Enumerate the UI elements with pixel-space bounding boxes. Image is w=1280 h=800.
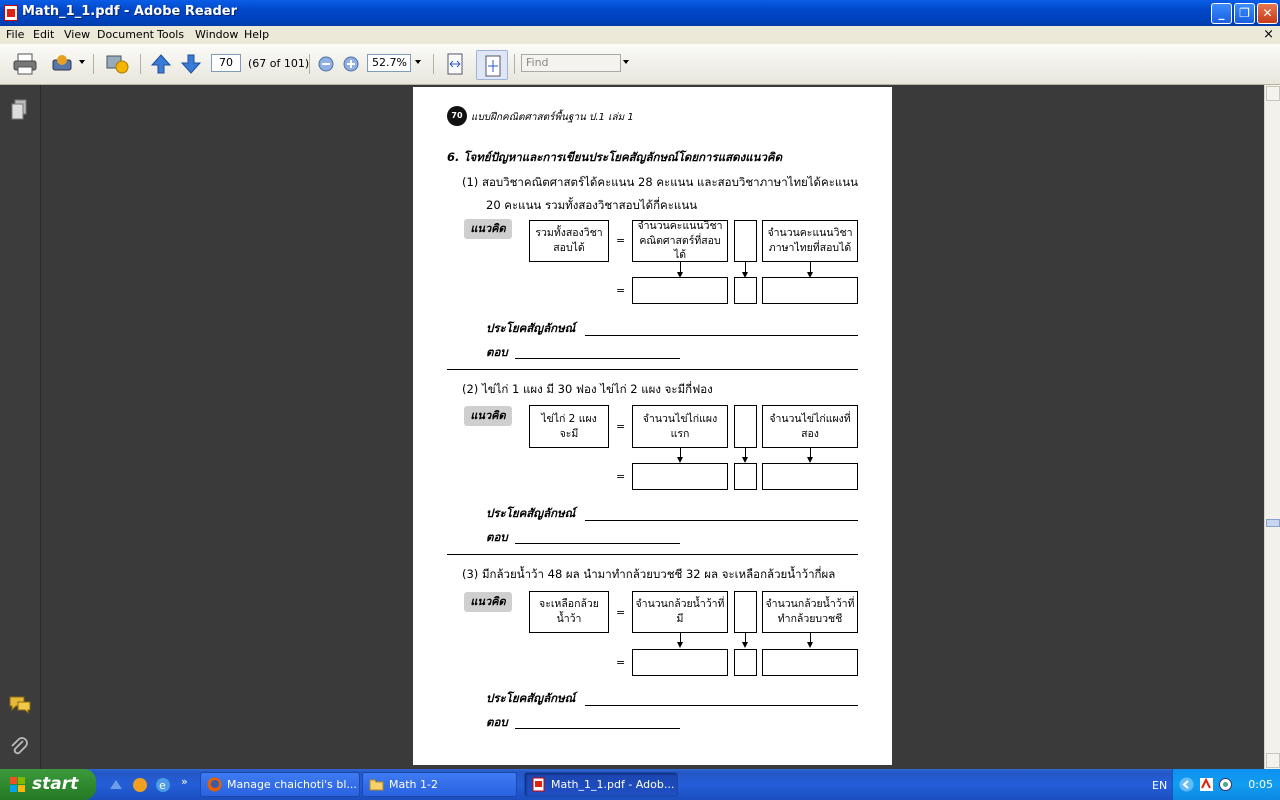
print-icon[interactable] xyxy=(12,52,38,76)
equals-sign: = xyxy=(616,420,626,433)
chevron-down-icon[interactable] xyxy=(415,60,421,64)
minimize-button[interactable]: _ xyxy=(1211,3,1232,24)
taskbar-item-adobe-reader[interactable] xyxy=(524,772,678,797)
taskbar-item-label: Math 1-2 xyxy=(389,778,438,791)
internet-explorer-icon[interactable] xyxy=(155,777,171,793)
first-value-box: จำนวนไข่ไก่แผงแรก xyxy=(632,405,728,448)
fit-width-icon[interactable] xyxy=(444,52,466,76)
start-button[interactable] xyxy=(0,769,96,800)
find-input[interactable]: Find xyxy=(521,54,621,72)
svg-text:e: e xyxy=(159,779,166,792)
adobe-reader-icon xyxy=(4,5,18,21)
toolbar-separator xyxy=(93,54,94,74)
quicklaunch-icon[interactable] xyxy=(108,777,124,793)
total-box: รวมทั้งสองวิชาสอบได้ xyxy=(529,220,609,262)
operator-box xyxy=(734,405,757,448)
system-tray xyxy=(1172,769,1280,800)
quicklaunch-more-icon[interactable]: » xyxy=(181,775,188,788)
taskbar-item-label: Math_1_1.pdf - Adob... xyxy=(551,778,675,791)
toolbar-separator xyxy=(140,54,141,74)
scroll-thumb[interactable] xyxy=(1266,519,1280,527)
section-divider xyxy=(447,369,858,370)
windows-logo-icon xyxy=(10,777,26,793)
close-button[interactable]: ✕ xyxy=(1257,3,1278,24)
next-page-icon[interactable] xyxy=(180,52,202,76)
total-box: ไข่ไก่ 2 แผง จะมี xyxy=(529,405,609,448)
equals-sign: = xyxy=(616,234,626,247)
arrow-down-icon xyxy=(745,448,746,459)
menu-document[interactable]: Document xyxy=(97,28,154,41)
arrow-down-icon xyxy=(680,262,681,274)
arrow-down-icon xyxy=(680,448,681,459)
operator-box xyxy=(734,220,757,262)
taskbar-item-folder[interactable] xyxy=(362,772,517,797)
total-box: จะเหลือกล้วยน้ำว้า xyxy=(529,591,609,633)
chevron-down-icon[interactable] xyxy=(79,60,85,64)
navigation-panel xyxy=(0,85,41,769)
menu-tools[interactable]: Tools xyxy=(157,28,185,41)
answer-line xyxy=(515,543,680,544)
question-2-line-1: (2) ไข่ไก่ 1 แผง มี 30 ฟอง ไข่ไก่ 2 แผง จะมีกี่ฟอง xyxy=(462,382,713,396)
equals-sign: = xyxy=(616,470,626,483)
approach-tag: แนวคิด xyxy=(464,406,512,426)
menu-view[interactable]: View xyxy=(64,28,91,41)
first-value-box: จำนวนกล้วยน้ำว้าที่มี xyxy=(632,591,728,633)
question-1-line-1: (1) สอบวิชาคณิตศาสตร์ได้คะแนน 28 คะแนน และสอบวิชาภาษาไทยได้คะแนน xyxy=(462,175,859,189)
scroll-down-icon[interactable] xyxy=(1266,753,1280,768)
equals-sign: = xyxy=(616,284,626,297)
fit-page-button[interactable] xyxy=(476,50,508,80)
taskbar-item-label: Manage chaichoti's bl... xyxy=(227,778,357,791)
restore-button[interactable]: ❐ xyxy=(1234,3,1255,24)
equals-sign: = xyxy=(616,606,626,619)
arrow-down-icon xyxy=(810,262,811,274)
show-hidden-icons-icon[interactable] xyxy=(1179,777,1194,792)
arrow-down-icon xyxy=(810,448,811,459)
answer-box xyxy=(632,463,728,490)
arrow-down-icon xyxy=(745,262,746,274)
quicklaunch-icon[interactable] xyxy=(132,777,148,793)
adobe-tray-icon[interactable] xyxy=(1199,777,1214,792)
question-1-line-2: 20 คะแนน รวมทั้งสองวิชาสอบได้กี่คะแนน xyxy=(486,198,698,212)
adobe-reader-icon xyxy=(531,777,546,792)
previous-page-icon[interactable] xyxy=(150,52,172,76)
firefox-icon xyxy=(207,777,222,792)
zoom-out-icon[interactable] xyxy=(317,52,335,76)
print-options-icon[interactable] xyxy=(50,52,76,76)
fit-page-icon xyxy=(482,54,504,78)
menu-window[interactable]: Window xyxy=(195,28,239,41)
page-badge: 70 xyxy=(447,106,467,126)
answer-label: ตอบ xyxy=(486,345,508,359)
approach-tag: แนวคิด xyxy=(464,592,512,612)
comments-icon[interactable] xyxy=(8,695,32,715)
second-value-box: จำนวนไข่ไก่แผงที่สอง xyxy=(762,405,858,448)
sentence-line xyxy=(585,335,858,336)
toolbar xyxy=(0,44,1280,85)
equals-sign: = xyxy=(616,656,626,669)
pages-icon[interactable] xyxy=(10,99,28,121)
answer-operator-box xyxy=(734,649,757,676)
start-label: start xyxy=(32,774,79,794)
answer-box xyxy=(632,649,728,676)
first-value-box: จำนวนคะแนนวิชาคณิตศาสตร์ที่สอบได้ xyxy=(632,220,728,262)
taskbar-item-firefox[interactable] xyxy=(200,772,360,797)
answer-box xyxy=(762,463,858,490)
menu-file[interactable]: File xyxy=(6,28,25,41)
arrow-down-icon xyxy=(680,633,681,644)
question-3-line-1: (3) มีกล้วยน้ำว้า 48 ผล นำมาทำกล้วยบวชชี 32 ผล จะเหลือกล้วยน้ำว้ากี่ผล xyxy=(462,567,836,581)
operator-box xyxy=(734,591,757,633)
answer-line xyxy=(515,728,680,729)
attachment-icon[interactable] xyxy=(9,735,29,757)
sentence-line xyxy=(585,705,858,706)
answer-operator-box xyxy=(734,463,757,490)
clock: 0:05 xyxy=(1248,778,1273,791)
taskbar xyxy=(0,769,1280,800)
vertical-scrollbar[interactable] xyxy=(1264,85,1280,769)
menu-bar xyxy=(0,26,1280,44)
answer-label: ตอบ xyxy=(486,715,508,729)
close-document-icon[interactable]: × xyxy=(1263,27,1274,42)
window-title: Math_1_1.pdf - Adobe Reader xyxy=(22,4,238,19)
arrow-down-icon xyxy=(810,633,811,644)
answer-operator-box xyxy=(734,277,757,304)
zoom-in-icon[interactable] xyxy=(342,52,360,76)
section-title: 6. โจทย์ปัญหาและการเขียนประโยคสัญลักษณ์โดยการแสดงแนวคิด xyxy=(447,150,783,164)
answer-line xyxy=(515,358,680,359)
answer-box xyxy=(632,277,728,304)
network-tray-icon[interactable] xyxy=(1218,777,1233,792)
answer-label: ตอบ xyxy=(486,530,508,544)
answer-box xyxy=(762,277,858,304)
second-value-box: จำนวนคะแนนวิชาภาษาไทยที่สอบได้ xyxy=(762,220,858,262)
toolbar-separator xyxy=(514,54,515,74)
pdf-page xyxy=(413,87,892,765)
answer-box xyxy=(762,649,858,676)
chevron-down-icon[interactable] xyxy=(623,60,629,64)
folder-icon xyxy=(369,777,384,792)
section-divider xyxy=(447,554,858,555)
toolbar-separator xyxy=(309,54,310,74)
arrow-down-icon xyxy=(745,633,746,644)
sentence-label: ประโยคสัญลักษณ์ xyxy=(486,691,576,705)
menu-edit[interactable]: Edit xyxy=(33,28,55,41)
sentence-label: ประโยคสัญลักษณ์ xyxy=(486,506,576,520)
language-indicator[interactable]: EN xyxy=(1152,779,1168,792)
scroll-up-icon[interactable] xyxy=(1266,86,1280,101)
sentence-line xyxy=(585,520,858,521)
page-header: แบบฝึกคณิตศาสตร์พื้นฐาน ป.1 เล่ม 1 xyxy=(471,112,634,123)
toolbar-separator xyxy=(433,54,434,74)
second-value-box: จำนวนกล้วยน้ำว้าที่ทำกล้วยบวชชี xyxy=(762,591,858,633)
page-number-input[interactable]: 70 xyxy=(211,54,241,72)
approach-tag: แนวคิด xyxy=(464,219,512,239)
title-bar xyxy=(0,0,1280,26)
network-share-icon[interactable] xyxy=(104,52,130,76)
zoom-input[interactable]: 52.7% xyxy=(367,54,411,72)
page-count: (67 of 101) xyxy=(248,57,310,70)
menu-help[interactable]: Help xyxy=(244,28,270,41)
sentence-label: ประโยคสัญลักษณ์ xyxy=(486,321,576,335)
